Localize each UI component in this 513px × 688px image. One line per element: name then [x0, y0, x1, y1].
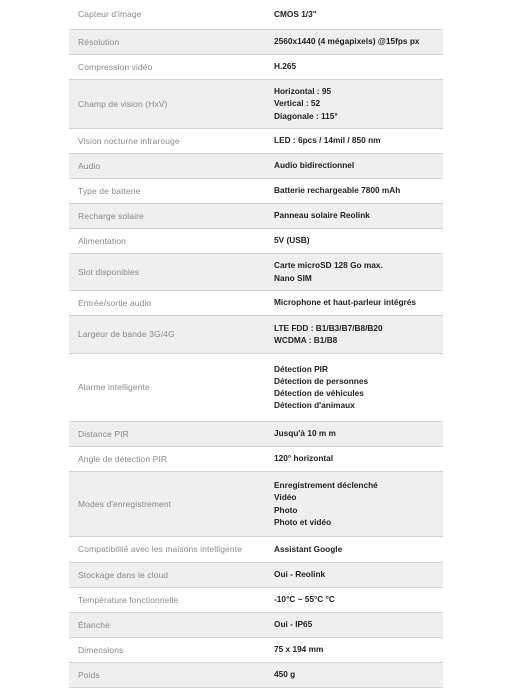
- spec-value-line: -10°C ~ 55°C °C: [274, 594, 335, 605]
- spec-value-line: Détection de véhicules: [274, 388, 364, 398]
- spec-value: [274, 446, 443, 471]
- spec-row: [69, 421, 443, 446]
- spec-value-line: 450 g: [274, 669, 296, 680]
- spec-value: [274, 612, 443, 637]
- spec-value-line: Nano SIM: [274, 272, 312, 283]
- spec-value-line: 120° horizontal: [274, 453, 334, 464]
- spec-row: [69, 29, 443, 54]
- spec-label: Capteur d'image: [69, 0, 274, 29]
- spec-value: [274, 536, 443, 562]
- spec-label: Distance PIR: [69, 421, 274, 446]
- spec-value-line: Oui - Reolink: [274, 569, 326, 580]
- spec-value: [274, 290, 443, 315]
- spec-value: [274, 54, 443, 79]
- spec-label: Champ de vision (HxV): [69, 79, 274, 128]
- spec-row: [69, 471, 443, 536]
- spec-row: [69, 587, 443, 612]
- spec-label: Largeur de bande 3G/4G: [69, 315, 274, 353]
- spec-label: Poids: [69, 662, 274, 687]
- spec-row: [69, 562, 443, 587]
- spec-label: Angle de détection PIR: [69, 446, 274, 471]
- spec-label: Type de batterie: [69, 178, 274, 203]
- spec-row: [69, 662, 443, 687]
- spec-value: [274, 471, 443, 536]
- spec-row: [69, 178, 443, 203]
- spec-value: [274, 662, 443, 687]
- spec-value-line: Carte microSD 128 Go max.: [274, 260, 383, 271]
- spec-value: [274, 253, 443, 290]
- spec-value-line: Détection d'animaux: [274, 400, 355, 411]
- spec-label: Alimentation: [69, 228, 274, 253]
- spec-label: Compatibilité avec les maisons intelligente: [69, 536, 274, 562]
- spec-value: [274, 128, 443, 153]
- spec-value-line: 2560x1440 (4 mégapixels) @15fps px: [274, 36, 420, 47]
- spec-value-line: Détection PIR: [274, 363, 328, 374]
- spec-value-line: CMOS 1/3": [274, 9, 317, 20]
- spec-value-line: Jusqu'à 10 m m: [274, 428, 336, 439]
- spec-label: Étanche: [69, 612, 274, 637]
- spec-value-line: H.265: [274, 61, 297, 72]
- spec-row: [69, 315, 443, 353]
- spec-label: Vision nocturne infrarouge: [69, 128, 274, 153]
- spec-value-line: Photo: [274, 504, 298, 515]
- spec-row: [69, 253, 443, 290]
- spec-value-line: Audio bidirectionnel: [274, 160, 355, 171]
- spec-value: [274, 587, 443, 612]
- spec-value-line: Vertical : 52: [274, 98, 321, 109]
- spec-label: Température fonctionnelle: [69, 587, 274, 612]
- spec-row: [69, 353, 443, 421]
- spec-row: [69, 446, 443, 471]
- spec-value: [274, 637, 443, 662]
- spec-value-line: WCDMA : B1/B8: [274, 335, 338, 345]
- spec-value: [274, 178, 443, 203]
- spec-row: [69, 228, 443, 253]
- spec-label: Alarme intelligente: [69, 353, 274, 421]
- spec-label: Résolution: [69, 29, 274, 54]
- spec-row: [69, 637, 443, 662]
- spec-value-line: 5V (USB): [274, 235, 310, 246]
- spec-row: [69, 54, 443, 79]
- spec-value: [274, 0, 443, 29]
- spec-label: Stockage dans le cloud: [69, 562, 274, 587]
- spec-value: [274, 228, 443, 253]
- spec-value: [274, 203, 443, 228]
- spec-label: Dimensions: [69, 637, 274, 662]
- spec-label: Slot disponibles: [69, 253, 274, 290]
- spec-value-line: LTE FDD : B1/B3/B7/B8/B20: [274, 322, 383, 333]
- spec-value: [274, 353, 443, 421]
- spec-value-line: LED : 6pcs / 14mil / 850 nm: [274, 135, 381, 146]
- spec-table: [69, 0, 443, 688]
- spec-value-line: Oui - IP65: [274, 619, 313, 630]
- spec-row: [69, 0, 443, 29]
- spec-label: Compression vidéo: [69, 54, 274, 79]
- spec-value-line: Détection de personnes: [274, 375, 369, 386]
- spec-value: [274, 562, 443, 587]
- spec-value-line: Microphone et haut-parleur intégrés: [274, 297, 416, 308]
- spec-value-line: Diagonale : 115°: [274, 110, 338, 121]
- spec-row: [69, 128, 443, 153]
- spec-value-line: Horizontal : 95: [274, 86, 332, 97]
- spec-table-body: [69, 0, 443, 687]
- spec-value: [274, 421, 443, 446]
- spec-row: [69, 203, 443, 228]
- spec-label: Audio: [69, 153, 274, 178]
- spec-value: [274, 315, 443, 353]
- spec-value-line: Assistant Google: [274, 543, 343, 554]
- spec-row: [69, 290, 443, 315]
- spec-value: [274, 29, 443, 54]
- spec-value-line: Batterie rechargeable 7800 mAh: [274, 185, 401, 196]
- spec-value: [274, 153, 443, 178]
- spec-value-line: Enregistrement déclenché: [274, 480, 378, 491]
- spec-value-line: Panneau solaire Reolink: [274, 210, 370, 221]
- spec-value-line: 75 x 194 mm: [274, 644, 324, 655]
- spec-row: [69, 536, 443, 562]
- spec-row: [69, 612, 443, 637]
- spec-row: [69, 153, 443, 178]
- spec-label: Modes d'enregistrement: [69, 471, 274, 536]
- spec-label: Entrée/sortie audio: [69, 290, 274, 315]
- spec-value-line: Vidéo: [274, 492, 297, 503]
- spec-row: [69, 79, 443, 128]
- spec-value-line: Photo et vidéo: [274, 516, 332, 527]
- spec-label: Recharge solaire: [69, 203, 274, 228]
- spec-value: [274, 79, 443, 128]
